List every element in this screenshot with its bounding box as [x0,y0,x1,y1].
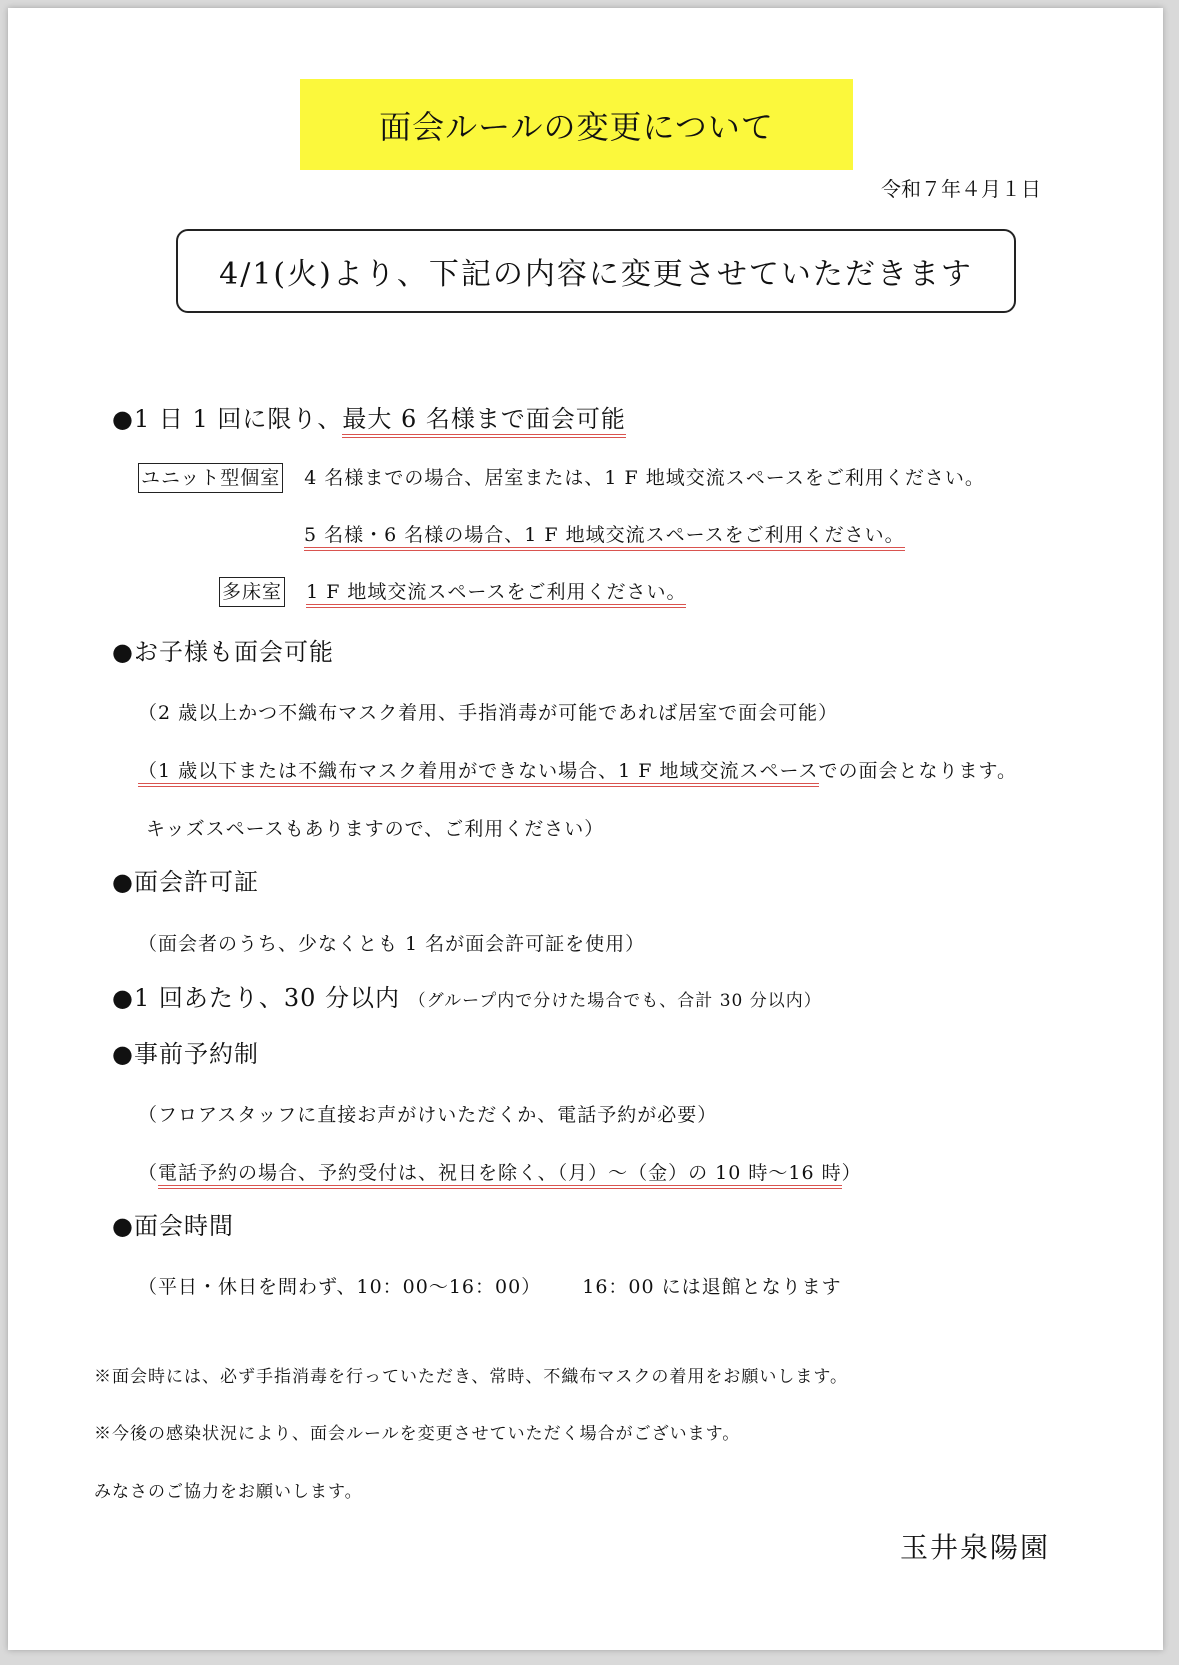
facility-signature: 玉井泉陽園 [899,1531,1050,1564]
children-line2-rest: での面会となります。 [818,760,1018,782]
unit-room-line2: 5 名様・6 名様の場合、1 F 地域交流スペースをご利用ください。 [304,524,905,551]
change-notice-box [176,229,1016,313]
hours-exit-note: 16：00 には退館となります [582,1276,842,1298]
children-line2-highlight: （1 歳以下または不織布マスク着用ができない場合、1 F 地域交流スペース [138,760,819,787]
footer-note-hygiene: ※面会時には、必ず手指消毒を行っていただき、常時、不織布マスクの着用をお願いします。 [94,1367,848,1387]
section-duration-heading [112,978,822,1013]
hours-line1 [138,1272,842,1299]
children-line1: （2 歳以上かつ不織布マスク着用、手指消毒が可能であれば居室で面会可能） [138,702,839,724]
issue-date: 令和７年４月１日 [881,177,1041,201]
section-visit-limit-highlight: 最大 6 名様まで面会可能 [342,405,626,438]
children-line2 [138,756,1017,783]
unit-room-row [138,463,985,490]
change-notice-text: 4/1(火)より、下記の内容に変更させていただきます [219,257,973,292]
unit-room-tag: ユニット型個室 [138,463,283,493]
footer-note-cooperation: みなさのご協力をお願いします。 [94,1482,363,1502]
unit-room-line1: 4 名様までの場合、居室または、1 F 地域交流スペースをご利用ください。 [304,467,985,489]
multi-bed-tag: 多床室 [219,577,285,607]
document-page [8,8,1163,1650]
document-title [300,79,853,170]
reservation-line2-highlight: 電話予約の場合、予約受付は、祝日を除く、（月）～（金）の 10 時～16 時 [158,1162,842,1189]
unit-room-line2-row [304,520,905,547]
multi-bed-line: 1 F 地域交流スペースをご利用ください。 [306,581,686,608]
footer-note-rule-change: ※今後の感染状況により、面会ルールを変更させていただく場合がございます。 [94,1424,741,1444]
reservation-line2-prefix: （ [138,1162,159,1184]
hours-range: （平日・休日を問わず、10：00～16：00） [138,1276,542,1298]
reservation-line1: （フロアスタッフに直接お声がけいただくか、電話予約が必要） [138,1104,718,1126]
section-hours-heading: ●面会時間 [112,1212,234,1240]
section-visit-limit-heading [112,399,626,434]
permit-line1: （面会者のうち、少なくとも 1 名が面会許可証を使用） [138,933,646,955]
section-permit-heading: ●面会許可証 [112,868,259,896]
reservation-line2-suffix: ） [841,1162,862,1184]
section-reservation-heading: ●事前予約制 [112,1040,259,1068]
children-line3: キッズスペースもありますので、ご利用ください） [146,818,605,840]
reservation-line2 [138,1158,862,1185]
section-duration-text: ●1 回あたり、30 分以内 [112,984,401,1012]
section-duration-note: （グループ内で分けた場合でも、合計 30 分以内） [408,991,822,1011]
section-children-heading: ●お子様も面会可能 [112,638,334,666]
document-title-text: 面会ルールの変更について [379,107,774,146]
multi-bed-row [219,577,686,604]
section-visit-limit-prefix: ●1 日 1 回に限り、 [112,405,343,433]
